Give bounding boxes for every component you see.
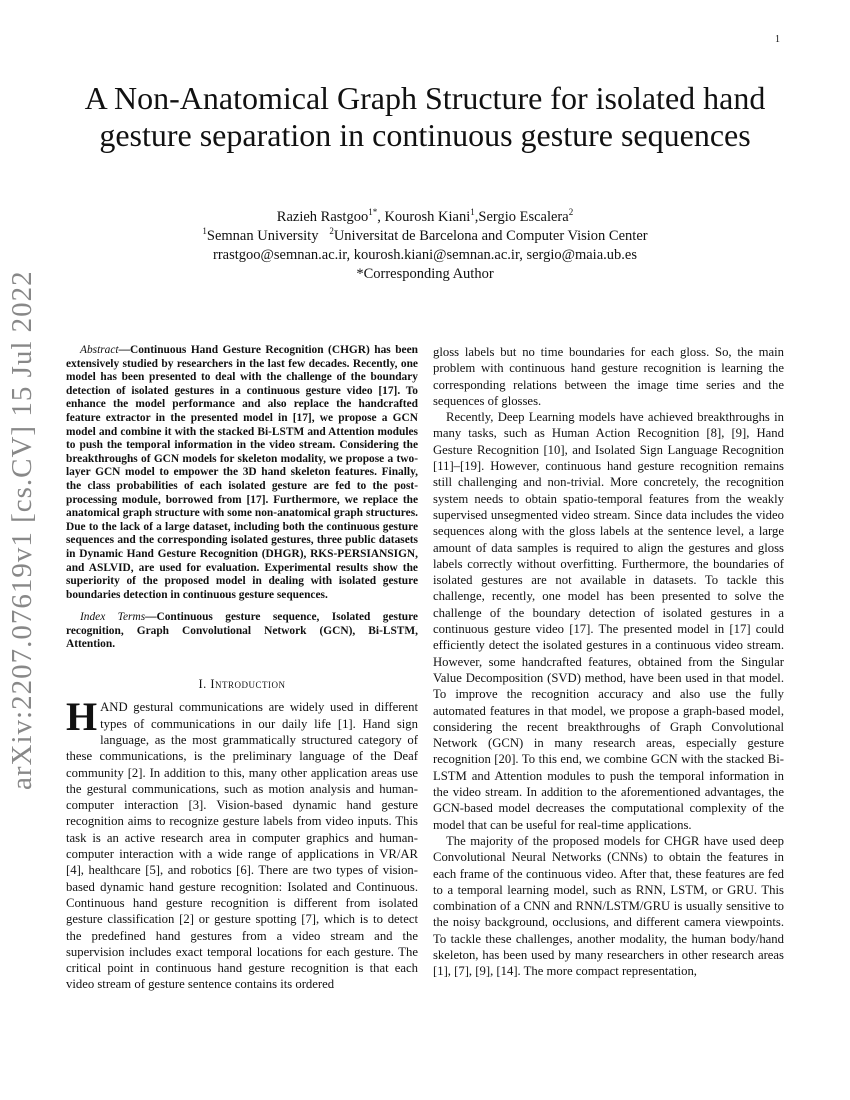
author-2-name: Kourosh Kiani (384, 209, 471, 225)
author-block (70, 208, 780, 284)
section-heading-introduction (66, 676, 418, 692)
section-title: Introduction (210, 677, 286, 692)
author-3-sup: 2 (568, 207, 574, 218)
intro-paragraph-2: Recently, Deep Learning models have achieved breakthroughs in many tasks, such as Human Action Recognition [8], [9], Hand Gesture Recognition [10], and Isolated Sign Language Recognition [11]–[19]. However, continuous hand gesture recognition remains still challenging and non-trivial. More concretely, the recognition system needs to obtain spatio-temporal features from the weakly supervised unsegmented video stream. Since data includes the video sequences along with the gloss labels at the sentence level, a large amount of data samples is required to align the gestures and gloss labels correctly without overfitting. Furthermore, the boundaries of isolated gestures are not available in datasets. To tackle this challenge, recently, one model has been presented to solve the challenge of the boundary detection of isolated gestures in a continuous gesture video [17]. The presented model in [17] could efficiently detect the isolated gestures in a continuous video stream. However, some handcrafted features, obtained from the Singular Value Decomposition (SVD) method, have been used in that model. To improve the recognition accuracy and also use the fully automated features in that model, we propose a graph-based model, considering the recent breakthroughs of Graph Convolutional Network (GCN) in many research areas, especially gesture recognition [20]. To this end, we combine GCN with the stacked Bi-LSTM and Attention modules to push the temporal information in the video stream. In addition to the aforementioned advantages, the GCN-based model decreases the computational complexity of the model that can be useful for real-time applications. (433, 410, 784, 832)
abstract-text: —Continuous Hand Gesture Recognition (CHGR) has been extensively studied by researchers in the last few decades. Recently, one model has been presented to deal with the challenge of the boundary detection of isolated gestures in a continuous gesture video [17]. To enhance the model performance and also replace the handcrafted feature extractor in the presented model in [17], we propose a GCN model and combine it with the stacked Bi-LSTM and Attention modules to push the temporal information in the video stream. Considering the breakthroughs of GCN models for skeleton modality, we propose a two-layer GCN model to empower the 3D hand skeleton features. Finally, the class probabilities of each isolated gesture are fed to the post-processing module, borrowed from [17]. Furthermore, we replace the anatomical graph structure with some non-anatomical graph structures. Due to the lack of a large dataset, including both the continuous gesture sequences and the corresponding isolated gestures, three public datasets in Dynamic Hand Gesture Recognition (DHGR), RKS-PERSIANSIGN, and ASLVID, are used for evaluation. Experimental results show the superiority of the proposed model in dealing with isolated gesture boundaries detection in continuous gesture sequences. (66, 344, 418, 601)
intro-paragraph-1-continued: gloss labels but no time boundaries for each gloss. So, the main problem with continuous hand gesture recognition is learning the corresponding relations between the image time series and the sequences of glosses. (433, 345, 784, 408)
author-emails: rrastgoo@semnan.ac.ir, kourosh.kiani@semnan.ac.ir, sergio@maia.ub.es (213, 247, 637, 263)
arxiv-stamp: arXiv:2207.07619v1 [cs.CV] 15 Jul 2022 (6, 270, 38, 790)
abstract (66, 344, 418, 602)
intro-paragraph-3: The majority of the proposed models for CHGR have used deep Convolutional Neural Networks (CNNs) to obtain the features in each frame of the continuous video. After that, these features are fed to a temporal learning model, such as RNN, LSTM, or GRU. This combination of a CNN and RNN/LSTM/GRU is usually sensitive to the noisy background, occlusions, and different camera viewpoints. To tackle these challenges, another modality, the human body/hand skeleton, has been used by many researchers in other research areas [1], [7], [9], [14]. The more compact representation, (433, 833, 784, 979)
affiliation-1: Semnan University (206, 228, 319, 244)
right-column (433, 344, 784, 980)
dropcap-letter: H (66, 694, 98, 740)
paper-title: A Non-Anatomical Graph Structure for isolated hand gesture separation in continuous gesture sequences (84, 80, 766, 153)
abstract-label: Abstract (80, 344, 119, 356)
author-3-name: Sergio Escalera (478, 209, 569, 225)
left-column (66, 344, 418, 993)
intro-paragraph-1-text: AND gestural communications are widely used in different types of communications in our daily life [1]. Hand sign language, as the most grammatically structured category of these communications, is the preliminary language of the Deaf community [2]. In addition to this, many other application areas use the gestural communications, such as motion analysis and human-computer interaction [3]. Vision-based dynamic hand gesture recognition aims to recognize gesture labels from video inputs. This task is an active research area in computer graphics and human-computer interaction with a wide range of applications in VR/AR [4], healthcare [5], and robotics [6]. There are two types of vision-based dynamic hand gesture recognition: Isolated and Continuous. Continuous hand gesture recognition is different from isolated gesture classification [2] or gesture spotting [7], which is to detect the predefined hand gestures from a video stream and the supervision includes exact temporal locations for each gesture. The critical point in continuous hand gesture recognition is that each video stream of gesture sentence contains its ordered (66, 700, 418, 992)
intro-paragraph-1 (66, 694, 418, 992)
page-number: 1 (775, 34, 780, 45)
index-terms-text: —Continuous gesture sequence, Isolated gesture recognition, Graph Convolutional Network (GCN), Bi-LSTM, Attention. (66, 611, 418, 651)
corresponding-note: *Corresponding Author (356, 266, 494, 282)
author-names (70, 208, 780, 227)
author-1-name: Razieh Rastgoo (276, 209, 369, 225)
affiliations (70, 227, 780, 246)
affiliation-1-sup: 1 (202, 226, 207, 237)
affiliation-2: Universitat de Barcelona and Computer Vision Center (333, 228, 648, 244)
index-terms-label: Index Terms (80, 611, 146, 624)
author-1-sup: 1* (368, 207, 378, 218)
section-numeral: I. (198, 677, 211, 692)
author-sep-2: , (474, 209, 479, 225)
author-sep-1: , (377, 209, 385, 225)
index-terms (66, 611, 418, 652)
affiliation-2-sup: 2 (329, 226, 334, 237)
author-2-sup: 1 (470, 207, 475, 218)
